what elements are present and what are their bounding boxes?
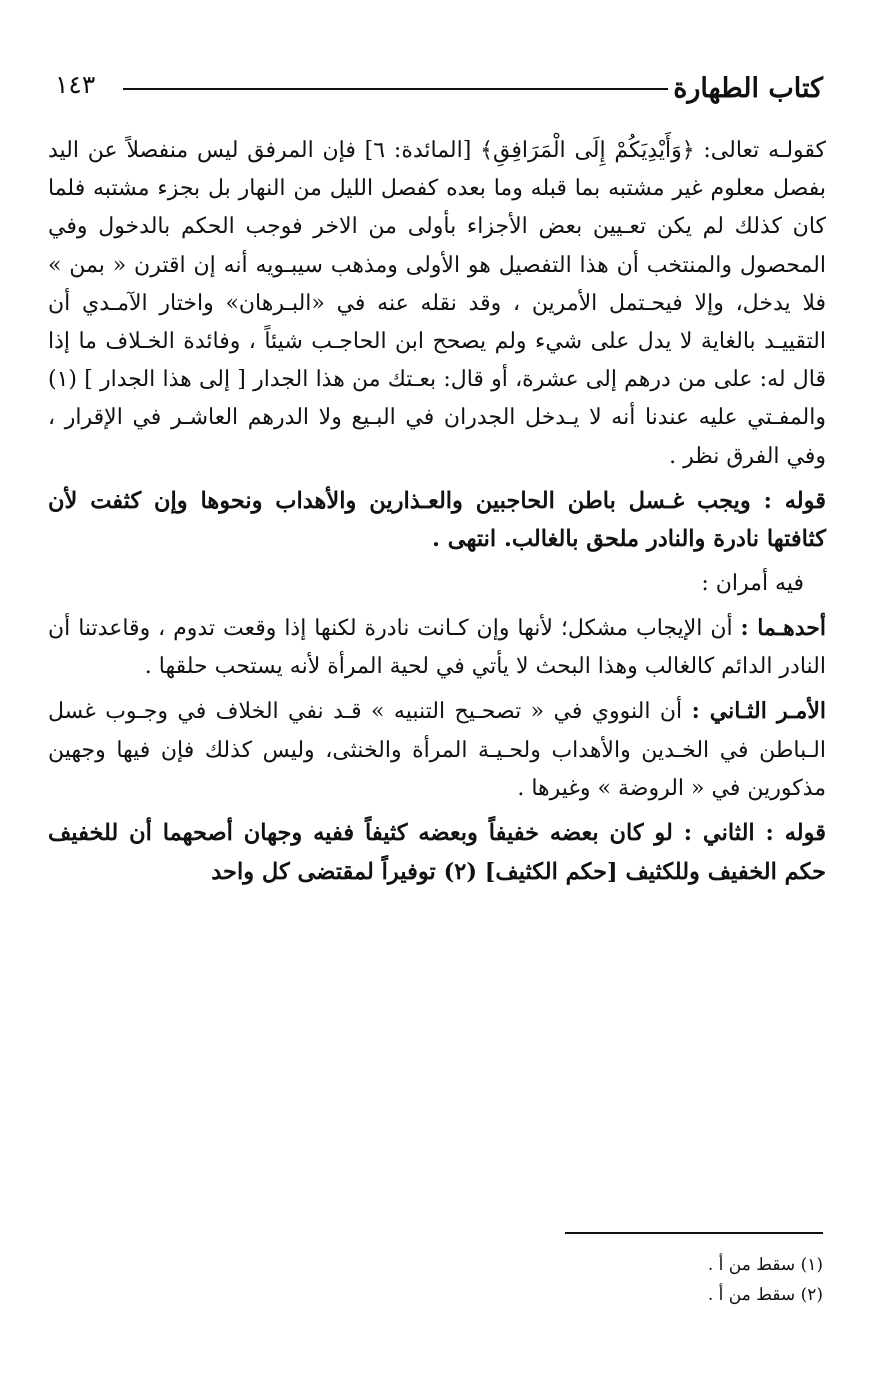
paragraph-text: فيه أمران : bbox=[701, 570, 804, 596]
paragraph-lead: أحدهـما : bbox=[740, 615, 827, 642]
paragraph-verse-commentary bbox=[48, 132, 826, 476]
paragraph-text: كقولـه تعالى: ﴿وَأَيْدِيَكُمْ إِلَى الْمَرَافِقِ﴾ [المائدة: ٦] فإن المرفق ليس منفصلاً عن اليد بفصل معلوم غير مشتبه بما قبله وما بعده كفصل الليل من النهار بل بجزء مشتبه فلما كان كذلك لم يكن تعـيين بعض الأجزاء بأولى من الاخر فوجب الحكم بالدخول وفي المحصول والمنتخب أن هذا التفصيل هو الأولى ومذهب سيبـويه أنه إن اقترن « بمن » فلا يدخل، وإلا فيحـتمل الأمرين ، وقد نقله عنه في «البـرهان» واختار الآمـدي أن التقييـد بالغاية لا يدل على شيء ولم يصحح ابن الحاجـب شيئاً ، وفائدة الخـلاف ما إذا قال له: على من درهم إلى عشرة، أو قال: بعـتك من هذا الجدار [ إلى هذا الجدار ] (١) والمفـتي عليه عندنا أنه لا يـدخل الجدران في البـيع ولا الدرهم العاشـر في الإقرار ، وفي الفرق نظر . bbox=[48, 138, 827, 469]
book-title: كتاب الطهارة bbox=[673, 73, 823, 104]
paragraph-text: قوله : الثاني : لو كان بعضه خفيفاً وبعضه كثيفاً ففيه وجهان أصحهما أن للخفيف حكم الخفيف وللكثيف [حكم الكثيف] (٢) توفيراً لمقتضى كل واحد bbox=[48, 820, 826, 885]
running-header bbox=[55, 68, 823, 112]
paragraph-lead: الأمـر الثـاني : bbox=[691, 698, 826, 725]
paragraph-quote-eyebrows bbox=[48, 482, 826, 559]
footnotes bbox=[523, 1250, 823, 1310]
page-number: ١٤٣ bbox=[55, 70, 96, 99]
body-text bbox=[48, 132, 826, 891]
paragraph-two-matters bbox=[48, 565, 826, 603]
paragraph-text: أن الإيجاب مشكل؛ لأنها وإن كـانت نادرة لكنها إذا وقعت تدوم ، وقاعدتنا أن النادر الدائم كالغالب وهذا البحث لا يأتي في لحية المرأة لأنه يستحب حلقها . bbox=[48, 616, 826, 680]
paragraph-text: قوله : ويجب غـسل باطن الحاجبين والعـذارين والأهداب ونحوها وإن كثفت لأن كثافتها نادرة والنادر ملحق بالغالب. انتهى . bbox=[48, 487, 826, 553]
header-rule bbox=[123, 88, 668, 90]
paragraph-quote-second bbox=[48, 814, 826, 891]
footnote-2: (٢) سقط من أ . bbox=[707, 1285, 823, 1305]
footnote-rule bbox=[565, 1232, 823, 1234]
paragraph-text: أن النووي في « تصحـيح التنبيه » قـد نفي الخلاف في وجـوب غسل الـباطن في الخـدين والأهداب ولحـيـة المرأة والخنثى، وليس كذلك فإن فيها وجهين مذكورين في « الروضة » وغيرها . bbox=[48, 699, 826, 801]
footnote-1: (١) سقط من أ . bbox=[707, 1255, 823, 1275]
paragraph-first-matter bbox=[48, 609, 826, 686]
paragraph-second-matter bbox=[48, 692, 826, 808]
